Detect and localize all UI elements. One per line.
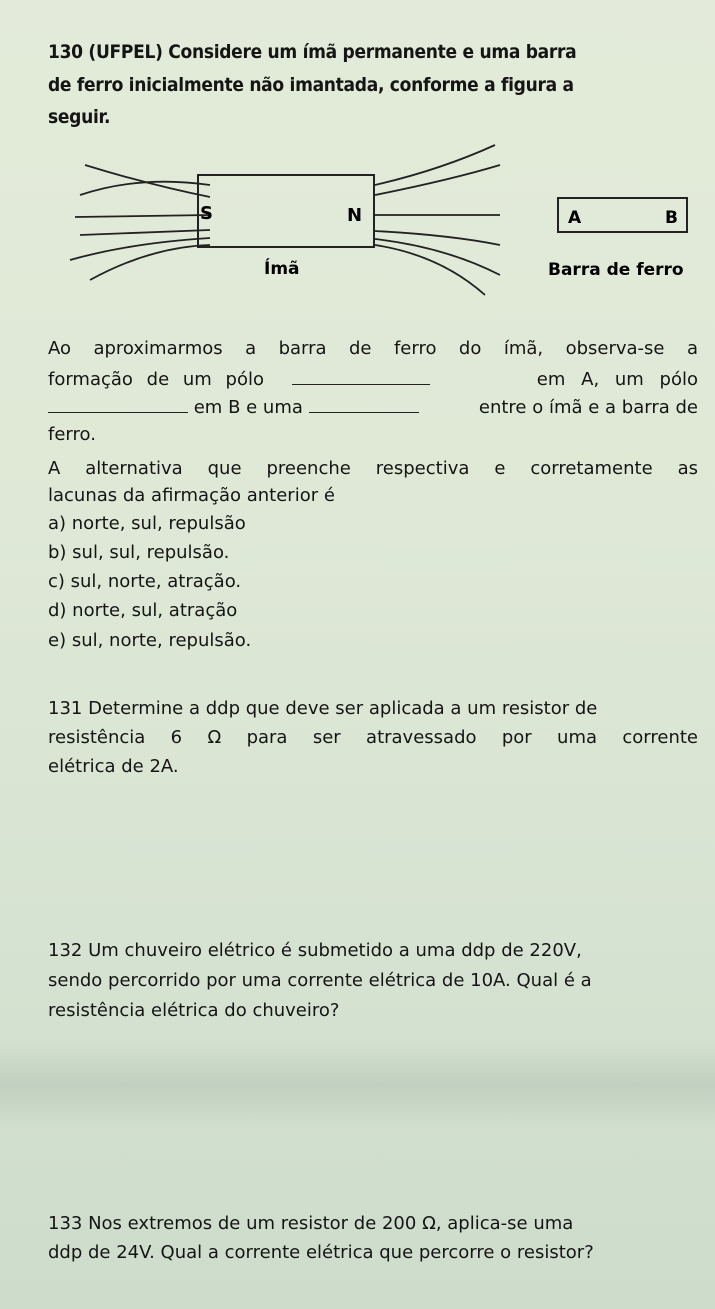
q130-stem-text-3b: entre o ímã e a barra de <box>478 397 698 418</box>
magnet-n-label: N <box>347 205 363 226</box>
q130-stem-line-1: Ao aproximarmos a barra de ferro do ímã, observa-se a <box>48 338 698 359</box>
q131-line-1: 131 Determine a ddp que deve ser aplicada a um resistor de <box>48 698 598 719</box>
magnet-figure <box>60 135 715 305</box>
q130-header-line-3: seguir. <box>48 106 111 128</box>
option-b: b) sul, sul, repulsão. <box>48 542 230 563</box>
q132-line-3: resistência elétrica do chuveiro? <box>48 1000 340 1021</box>
blank-1 <box>292 366 430 385</box>
bar-caption: Barra de ferro <box>548 260 684 280</box>
q130-stem-line-4: ferro. <box>48 424 96 445</box>
q130-instruction-line-2: lacunas da afirmação anterior é <box>48 485 335 506</box>
q130-header-line-2: de ferro inicialmente não imantada, conforme a figura a <box>48 74 574 96</box>
q130-instruction-line-1: A alternativa que preenche respectiva e corretamente as <box>48 458 698 479</box>
q131-line-3: elétrica de 2A. <box>48 756 179 777</box>
q132-line-2: sendo percorrido por uma corrente elétrica de 10A. Qual é a <box>48 970 592 991</box>
q130-stem-text-2b: em A, um pólo <box>536 369 698 390</box>
q130-stem-text-3a: em B e uma <box>193 397 303 418</box>
magnet-s-label: S <box>200 203 213 224</box>
option-a: a) norte, sul, repulsão <box>48 513 246 534</box>
q130-stem-line-3 <box>48 393 698 422</box>
q133-line-2: ddp de 24V. Qual a corrente elétrica que percorre o resistor? <box>48 1242 594 1263</box>
magnet-caption: Ímã <box>264 259 300 279</box>
blank-3 <box>309 394 419 413</box>
q130-stem-line-2 <box>48 365 698 394</box>
option-c: c) sul, norte, atração. <box>48 571 242 592</box>
blank-2 <box>48 394 188 413</box>
q130-header-line-1: 130 (UFPEL) Considere um ímã permanente e uma barra <box>48 41 577 63</box>
bar-a-label: A <box>568 208 582 228</box>
shadow-band <box>0 1040 715 1130</box>
q130-stem-text-2a: formação de um pólo <box>48 369 264 390</box>
q131-line-2: resistência 6 Ω para ser atravessado por uma corrente <box>48 727 698 748</box>
q133-line-1: 133 Nos extremos de um resistor de 200 Ω, aplica-se uma <box>48 1213 574 1234</box>
option-d: d) norte, sul, atração <box>48 600 238 621</box>
q132-line-1: 132 Um chuveiro elétrico é submetido a uma ddp de 220V, <box>48 940 582 961</box>
option-e: e) sul, norte, repulsão. <box>48 630 252 651</box>
bar-b-label: B <box>665 208 678 228</box>
